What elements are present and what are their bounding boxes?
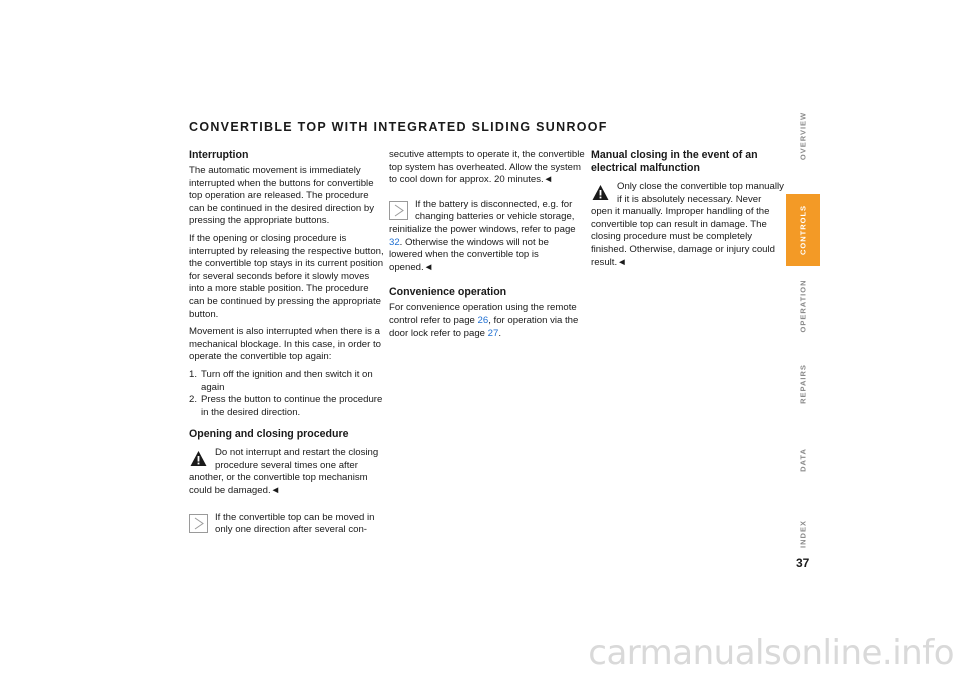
list-item: 2. Press the button to continue the procedure in the desired direction. bbox=[189, 394, 383, 418]
info-note-1: If the convertible top can be moved in only one direction after several con- bbox=[189, 512, 384, 537]
note-arrow-icon bbox=[389, 201, 408, 220]
warning-note-1: Do not interrupt and restart the closing procedure several times one after another, or the convertible top mechanism could be damaged.◄ bbox=[189, 447, 379, 497]
interruption-paragraph-1: The automatic movement is immediately interrupted when the buttons for convertible top operation are released. The procedure can be continued in the desired direction by pressing the appropriate buttons. bbox=[189, 165, 375, 227]
warning-icon bbox=[591, 183, 610, 202]
convenience-heading: Convenience operation bbox=[389, 286, 507, 299]
page-link-26[interactable]: 26 bbox=[477, 314, 489, 326]
column-left bbox=[189, 149, 384, 542]
interruption-heading: Interruption bbox=[189, 149, 249, 161]
tab-index[interactable]: INDEX bbox=[798, 520, 808, 548]
list-item: 1. Turn off the ignition and then switch it on again bbox=[189, 368, 373, 393]
page-link-32[interactable]: 32 bbox=[389, 236, 400, 248]
page-title: CONVERTIBLE TOP WITH INTEGRATED SLIDING SUNROOF bbox=[189, 120, 608, 134]
opening-closing-heading: Opening and closing procedure bbox=[189, 428, 349, 441]
tab-controls[interactable]: CONTROLS bbox=[786, 194, 820, 266]
info-note-2: If the battery is disconnected, e.g. for changing batteries or vehicle storage, reinitialize the power windows, refer to page 32. Otherwise the windows will not be lowered when the convertible top is opened.◄ bbox=[389, 198, 576, 273]
warning-note-2: Only close the convertible top manually if it is absolutely necessary. Never open it manually. Improper handling of the convertible top can result in damage. The closing procedure must be completely finished. Otherwise, damage or injury could result.◄ bbox=[591, 181, 784, 268]
watermark: carmanualsonline.info bbox=[588, 633, 954, 673]
tab-overview[interactable]: OVERVIEW bbox=[798, 111, 808, 161]
note-arrow-icon bbox=[189, 514, 208, 533]
steps-list bbox=[189, 369, 384, 419]
tab-repairs[interactable]: REPAIRS bbox=[798, 364, 808, 404]
manual-closing-heading: Manual closing in the event of an electrical malfunction bbox=[591, 149, 758, 174]
column-right bbox=[591, 149, 785, 274]
section-tabs bbox=[786, 100, 820, 555]
tab-operation[interactable]: OPERATION bbox=[798, 279, 808, 333]
convenience-paragraph: For convenience operation using the remote control refer to page 26, for operation via the door lock refer to page 27. bbox=[389, 302, 579, 339]
interruption-paragraph-2: If the opening or closing procedure is interrupted by releasing the respective button, the convertible top stays in its current position for several seconds before it slowly moves into a more stable position. The procedure can be continued by pressing the appropriate button. bbox=[189, 232, 384, 320]
page-link-27[interactable]: 27 bbox=[487, 327, 499, 339]
warning-icon bbox=[189, 449, 208, 468]
column-middle bbox=[389, 149, 585, 345]
page-number: 37 bbox=[796, 556, 810, 570]
tab-data[interactable]: DATA bbox=[798, 448, 808, 472]
interruption-paragraph-3: Movement is also interrupted when there is a mechanical blockage. In this case, in order to operate the convertible top again: bbox=[189, 326, 381, 363]
continued-paragraph: secutive attempts to operate it, the convertible top system has overheated. Allow the system to cool down for approx. 20 minutes.◄ bbox=[389, 149, 585, 186]
